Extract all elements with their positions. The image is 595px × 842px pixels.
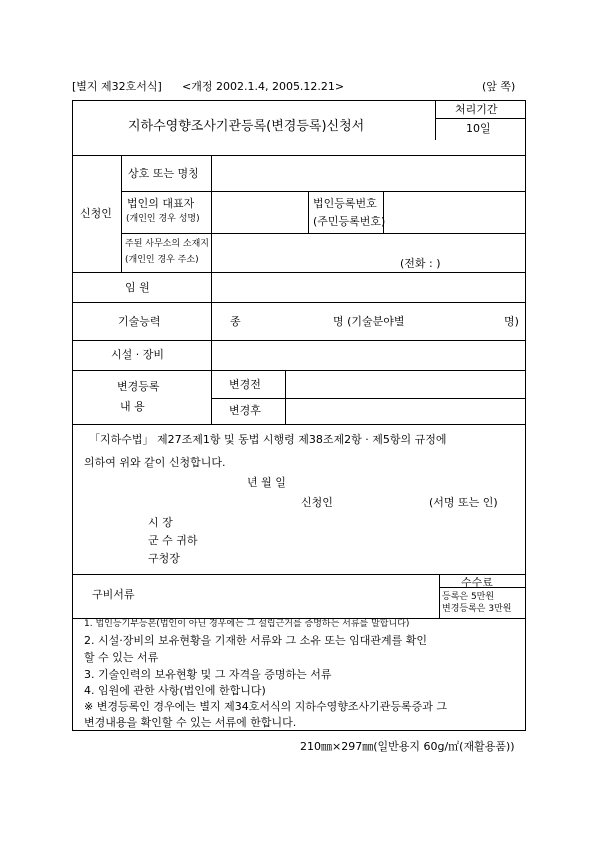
fee-registration: 등록은 5만원 bbox=[442, 592, 495, 602]
form-number: [별지 제32호서식] bbox=[72, 80, 162, 93]
form-title: 지하수영향조사기관등록(변경등록)신청서 bbox=[128, 119, 365, 134]
facility-label: 시설 · 장비 bbox=[111, 348, 164, 361]
fee-label: 수수료 bbox=[461, 576, 493, 589]
after-change-label: 변경후 bbox=[229, 404, 261, 417]
revision-note: <개정 2002.1.4, 2005.12.21> bbox=[182, 80, 345, 93]
address-sublabel: (개인인 경우 주소) bbox=[125, 255, 199, 265]
applicant-section-label: 신청인 bbox=[80, 207, 112, 220]
document-item-2: 2. 시설·장비의 보유현황을 기재한 서류와 그 소유 또는 임대관계를 확인 bbox=[84, 634, 427, 647]
fee-change-registration: 변경등록은 3만원 bbox=[442, 604, 512, 614]
applicant-signature-label: 신청인 bbox=[301, 496, 333, 509]
registration-number-label: 법인등록번호 bbox=[313, 197, 377, 210]
addressee-county: 군 수 귀하 bbox=[148, 534, 198, 547]
paper-spec-footer: 210㎜×297㎜(일반용지 60g/㎡(재활용품)) bbox=[300, 740, 515, 753]
application-date[interactable]: 년 월 일 bbox=[247, 476, 286, 489]
signature-field[interactable]: (서명 또는 인) bbox=[429, 496, 498, 509]
change-label: 변경등록 bbox=[117, 380, 160, 393]
technical-count-text: 명 (기술분야별 bbox=[333, 315, 405, 328]
declaration-line-1: 「지하수법」 제27조제1항 및 동법 시행령 제38조제2항 · 제5항의 규정에 bbox=[89, 433, 447, 446]
technical-capability-label: 기술능력 bbox=[118, 315, 161, 328]
company-name-label: 상호 또는 명칭 bbox=[128, 167, 199, 180]
document-item-3: 3. 기술인력의 보유현황 및 그 자격을 증명하는 서류 bbox=[84, 668, 332, 681]
document-note-cont: 변경내용을 확인할 수 있는 서류에 한합니다. bbox=[84, 716, 297, 729]
required-documents-label: 구비서류 bbox=[92, 588, 135, 601]
declaration-line-2: 의하여 위와 같이 신청합니다. bbox=[84, 456, 226, 469]
change-sublabel: 내 용 bbox=[120, 400, 145, 413]
addressee-district: 구청장 bbox=[148, 552, 180, 565]
page-side: (앞 쪽) bbox=[482, 80, 516, 93]
address-label: 주된 사무소의 소재지 bbox=[125, 239, 209, 249]
representative-sublabel: (개인인 경우 성명) bbox=[126, 214, 200, 224]
addressee-mayor: 시 장 bbox=[148, 516, 173, 529]
document-item-4: 4. 임원에 관한 사항(법인에 한합니다) bbox=[84, 684, 266, 697]
technical-count-suffix: 명) bbox=[504, 315, 519, 328]
before-change-label: 변경전 bbox=[229, 378, 261, 391]
document-note: ※ 변경등록인 경우에는 별지 제34호서식의 지하수영향조사기관등록증과 그 bbox=[84, 700, 447, 713]
phone-label[interactable]: (전화 : ) bbox=[400, 257, 441, 270]
document-item-1: 1. 법인등기부등본(법인이 아닌 경우에는 그 설립근거를 증명하는 서류를 말합니다) bbox=[84, 619, 410, 629]
document-item-2-cont: 할 수 있는 서류 bbox=[84, 651, 159, 664]
officers-label: 임 원 bbox=[125, 281, 150, 294]
representative-label: 법인의 대표자 bbox=[127, 197, 195, 210]
technical-kind-prefix: 종 bbox=[230, 315, 241, 328]
processing-period-label: 처리기간 bbox=[455, 103, 498, 116]
registration-number-sublabel: (주민등록번호) bbox=[313, 215, 386, 228]
processing-period-value: 10일 bbox=[466, 122, 491, 135]
